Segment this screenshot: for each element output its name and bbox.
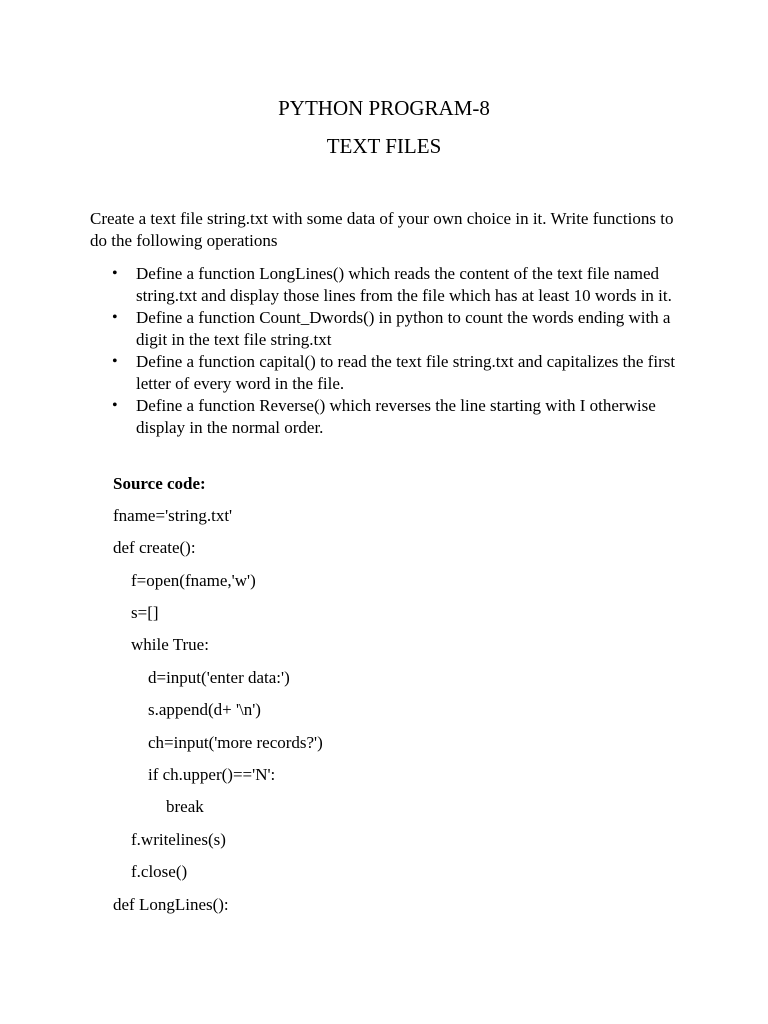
bullet-icon: • [112,309,118,326]
document-title: PYTHON PROGRAM-8 [278,96,490,120]
list-item [90,395,690,439]
code-line: f.close() [131,862,188,881]
code-line: if ch.upper()=='N': [148,765,276,784]
list-item-text: Define a function Count_Dwords() in python to count the words ending with a digit in the text file string.txt [136,308,671,349]
list-item [90,351,690,395]
source-code-heading: Source code: [113,474,206,493]
list-item-text: Define a function capital() to read the text file string.txt and capitalizes the first letter of every word in the file. [136,352,676,393]
code-line: fname='string.txt' [113,506,233,525]
code-line: def create(): [113,538,196,557]
code-line: while True: [131,635,209,654]
code-line: d=input('enter data:') [148,668,290,687]
list-item-text: Define a function Reverse() which reverses the line starting with I otherwise display in the normal order. [136,396,656,437]
intro-paragraph: Create a text file string.txt with some data of your own choice in it. Write functions to do the following operations [90,209,674,250]
bullet-icon: • [112,353,118,370]
bullet-icon: • [112,397,118,414]
list-item [90,263,690,307]
code-line: def LongLines(): [113,895,229,914]
document-subtitle: TEXT FILES [326,134,442,158]
code-line: f=open(fname,'w') [131,571,256,590]
bullet-icon: • [112,265,118,282]
list-item-text: Define a function LongLines() which reads the content of the text file named string.txt and display those lines from the file which has at least 10 words in it. [136,264,672,305]
code-line: s=[] [131,603,159,622]
code-line: s.append(d+ '\n') [148,700,261,719]
code-line: break [166,797,204,816]
list-item [90,307,690,351]
code-line: f.writelines(s) [131,830,226,849]
code-line: ch=input('more records?') [148,733,323,752]
task-list [90,263,690,439]
